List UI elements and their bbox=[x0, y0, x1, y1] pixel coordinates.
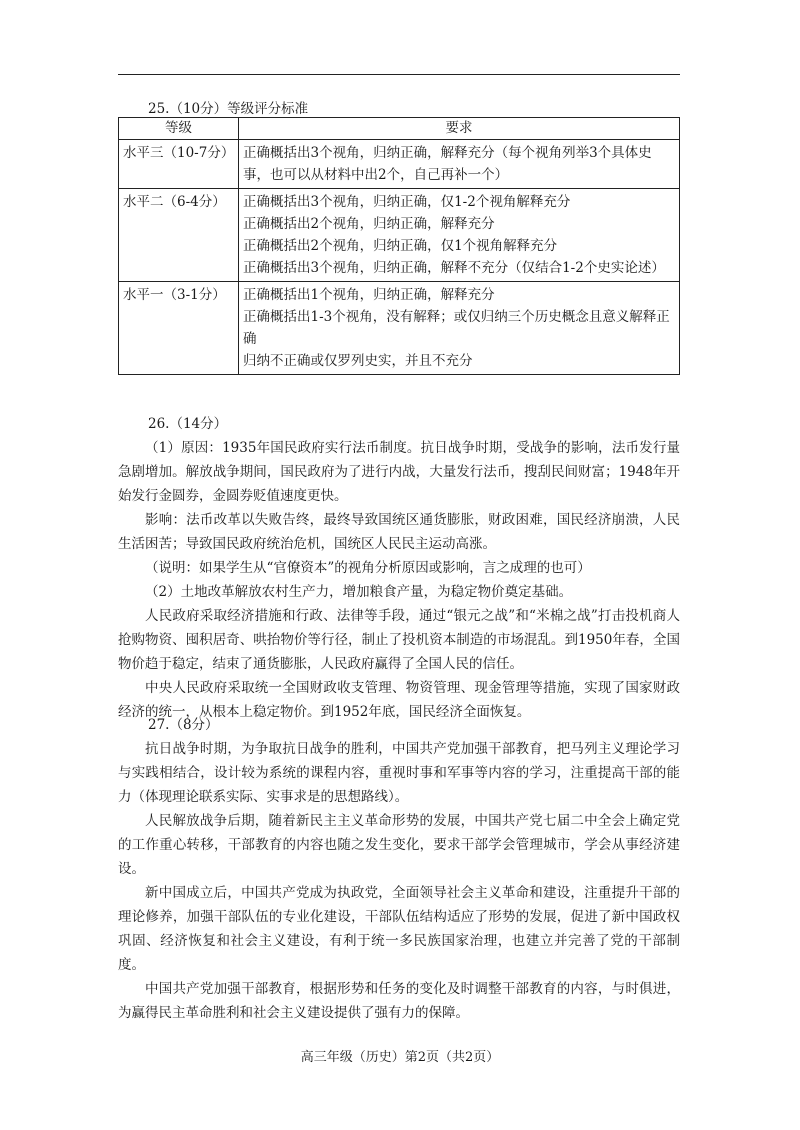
q27-paragraph: 人民解放战争后期，随着新民主主义革命形势的发展，中国共产党七届二中全会上确定党的工作重心转移，干部教育的内容也随之发生变化，要求干部学会管理城市，学会从事经济建设。 bbox=[118, 813, 680, 877]
req-line: 正确概括出2个视角，归纳正确，仅1个视角解释充分 bbox=[243, 238, 558, 254]
table-row bbox=[119, 282, 680, 375]
q27-paragraph: 新中国成立后，中国共产党成为执政党，全面领导社会主义革命和建设，注重提升干部的理论修养，加强干部队伍的专业化建设，干部队伍结构适应了形势的发展，促进了新中国政权巩固、经济恢复和社会主义建设，有利于统一多民族国家治理，也建立并完善了党的干部制度。 bbox=[118, 885, 680, 973]
table-row bbox=[119, 140, 680, 189]
q27-paragraph: 中国共产党加强干部教育，根据形势和任务的变化及时调整干部教育的内容，与时俱进，为赢得民主革命胜利和社会主义建设提供了强有力的保障。 bbox=[118, 981, 680, 1021]
req-line: 正确概括出3个视角，归纳正确，解释充分（每个视角列举3个具体史事，也可以从材料中出2个，自己再补一个） bbox=[243, 145, 652, 183]
q26-paragraph: （1）原因：1935年国民政府实行法币制度。抗日战争时期，受战争的影响，法币发行量急剧增加。解放战争期间，国民政府为了进行内战，大量发行法币，搜刮民间财富；1948年开始发行金圆券，金圆券贬值速度更快。 bbox=[118, 440, 680, 504]
q26-paragraph: 中央人民政府采取统一全国财政收支管理、物资管理、现金管理等措施，实现了国家财政经济的统一，从根本上稳定物价。到1952年底，国民经济全面恢复。 bbox=[118, 680, 680, 720]
q27-answer bbox=[118, 737, 680, 1025]
q25-header: 25.（10分）等级评分标准 bbox=[148, 101, 309, 117]
level-cell: 水平一（3-1分） bbox=[119, 282, 239, 375]
q26-paragraph: 人民政府采取经济措施和行政、法律等手段，通过“银元之战”和“米棉之战”打击投机商人抢购物资、囤积居奇、哄抬物价等行径，制止了投机资本制造的市场混乱。到1950年春，全国物价趋于稳定，结束了通货膨胀，人民政府赢得了全国人民的信任。 bbox=[118, 608, 680, 672]
q26-header: 26.（14分） bbox=[148, 416, 228, 432]
q26-paragraph: 影响：法币改革以失败告终，最终导致国统区通货膨胀，财政困难，国民经济崩溃，人民生活困苦；导致国民政府统治危机，国统区人民民主运动高涨。 bbox=[118, 512, 680, 552]
col-req-header: 要求 bbox=[239, 118, 680, 140]
grading-table bbox=[118, 117, 680, 375]
q26-paragraph: （2）土地改革解放农村生产力，增加粮食产量，为稳定物价奠定基础。 bbox=[145, 584, 573, 600]
req-cell bbox=[239, 140, 680, 189]
top-rule bbox=[118, 74, 680, 75]
q27-header: 27.（8分） bbox=[148, 717, 219, 733]
level-cell: 水平二（6-4分） bbox=[119, 189, 239, 282]
q26-paragraph: （说明：如果学生从“官僚资本”的视角分析原因或影响，言之成理的也可） bbox=[145, 560, 591, 576]
q26-answer bbox=[118, 436, 680, 724]
req-line: 正确概括出1-3个视角，没有解释；或仅归纳三个历史概念且意义解释正确 bbox=[243, 309, 670, 347]
req-cell bbox=[239, 282, 680, 375]
q27-paragraph: 抗日战争时期，为争取抗日战争的胜利，中国共产党加强干部教育，把马列主义理论学习与实践相结合，设计较为系统的课程内容，重视时事和军事等内容的学习，注重提高干部的能力（体现理论联系实际、实事求是的思想路线）。 bbox=[118, 741, 680, 805]
page-footer: 高三年级（历史）第2页（共2页） bbox=[300, 1050, 500, 1065]
level-cell: 水平三（10-7分） bbox=[119, 140, 239, 189]
req-line: 归纳不正确或仅罗列史实，并且不充分 bbox=[243, 353, 473, 369]
col-level-header: 等级 bbox=[119, 118, 239, 140]
req-line: 正确概括出1个视角，归纳正确，解释充分 bbox=[243, 287, 495, 303]
table-row bbox=[119, 189, 680, 282]
req-line: 正确概括出3个视角，归纳正确，仅1-2个视角解释充分 bbox=[243, 194, 571, 210]
table-header-row bbox=[119, 118, 680, 140]
req-line: 正确概括出2个视角，归纳正确，解释充分 bbox=[243, 216, 495, 232]
req-cell bbox=[239, 189, 680, 282]
req-line: 正确概括出3个视角，归纳正确，解释不充分（仅结合1-2个史实论述） bbox=[243, 260, 665, 276]
